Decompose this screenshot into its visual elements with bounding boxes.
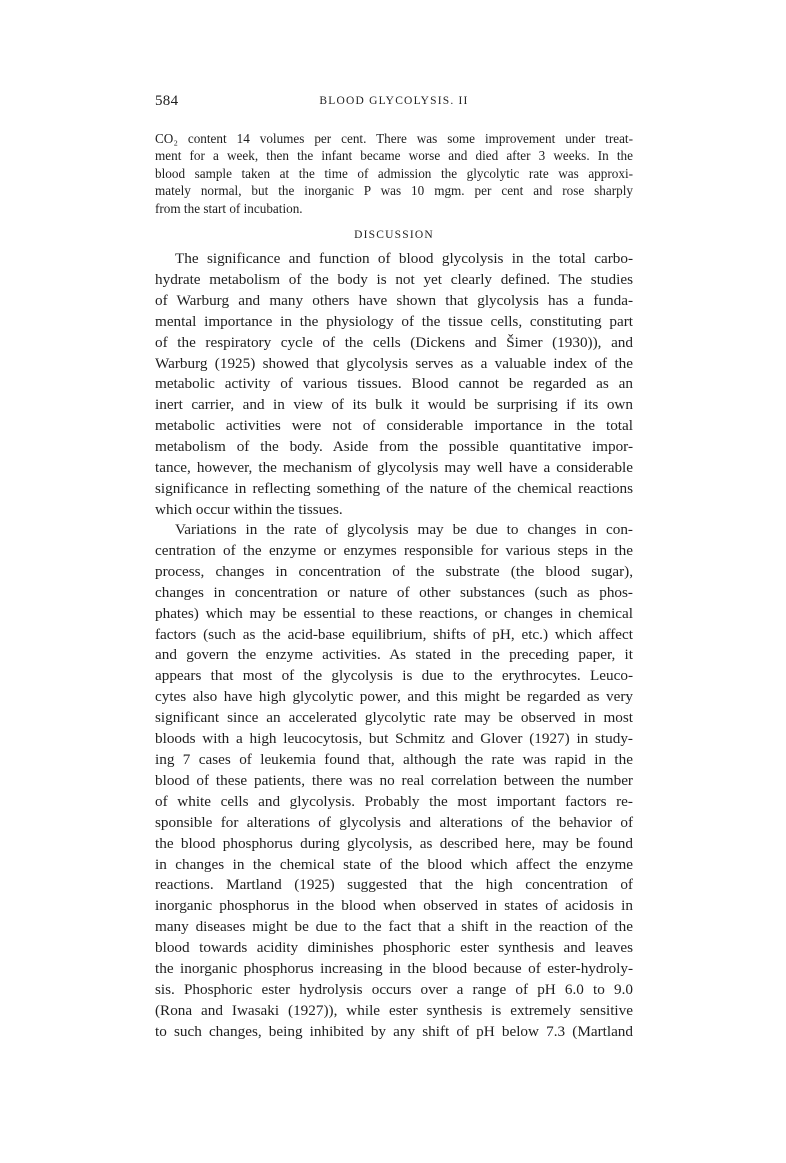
text-line: reactions. Martland (1925) suggested that the high concentration of <box>155 876 633 894</box>
text-line: ment for a week, then the infant became worse and died after 3 weeks. In the <box>155 148 633 164</box>
text-line: centration of the enzyme or enzymes responsible for various steps in the <box>155 541 633 559</box>
text-line: metabolic activity of various tissues. Blood cannot be regarded as an <box>155 375 633 393</box>
text-line: and govern the enzyme activities. As stated in the preceding paper, it <box>155 646 633 664</box>
text-line: cytes also have high glycolytic power, and this might be regarded as very <box>155 688 633 706</box>
text-line: Warburg (1925) showed that glycolysis serves as a valuable index of the <box>155 354 633 372</box>
text-line: many diseases might be due to the fact that a shift in the reaction of the <box>155 918 633 936</box>
text-line: (Rona and Iwasaki (1927)), while ester synthesis is extremely sensitive <box>155 1001 633 1019</box>
text-line: metabolic activities were not of considerable importance in the total <box>155 417 633 435</box>
text-line: metabolism of the body. Aside from the possible quantitative impor- <box>155 438 633 456</box>
text-line: of the respiratory cycle of the cells (Dickens and Šimer (1930)), and <box>155 333 633 351</box>
text-line: blood sample taken at the time of admission the glycolytic rate was approxi- <box>155 165 633 181</box>
text-line: sis. Phosphoric ester hydrolysis occurs over a range of pH 6.0 to 9.0 <box>155 980 633 998</box>
text-line: inert carrier, and in view of its bulk it would be surprising if its own <box>155 396 633 414</box>
text-line: mental importance in the physiology of the tissue cells, constituting part <box>155 312 633 330</box>
text-line: the inorganic phosphorus increasing in the blood because of ester-hydroly- <box>155 960 633 978</box>
text-line: phates) which may be essential to these reactions, or changes in chemical <box>155 604 633 622</box>
page-number: 584 <box>155 93 179 109</box>
discussion-paragraph-1 <box>155 249 633 521</box>
text-line: significant since an accelerated glycolytic rate may be observed in most <box>155 709 633 727</box>
page-header <box>155 93 633 111</box>
running-title: BLOOD GLYCOLYSIS. II <box>319 95 469 107</box>
text-line: inorganic phosphorus in the blood when observed in states of acidosis in <box>155 897 633 915</box>
text-line: the blood phosphorus during glycolysis, as described here, may be found <box>155 834 633 852</box>
case-description-paragraph <box>155 130 633 217</box>
text-line: significance in reflecting something of the nature of the chemical reactions <box>155 479 633 497</box>
text-line: The significance and function of blood glycolysis in the total carbo- <box>175 250 633 267</box>
text-line: of Warburg and many others have shown that glycolysis has a funda- <box>155 291 633 309</box>
text-line: sponsible for alterations of glycolysis and alterations of the behavior of <box>155 813 633 831</box>
text-line: Variations in the rate of glycolysis may be due to changes in con- <box>175 521 633 538</box>
discussion-heading: DISCUSSION <box>354 229 434 241</box>
text-line: process, changes in concentration of the substrate (the blood sugar), <box>155 562 633 580</box>
text-line: hydrate metabolism of the body is not yet clearly defined. The studies <box>155 270 633 288</box>
text-line: changes in concentration or nature of other substances (such as phos- <box>155 583 633 601</box>
text-line: in changes in the chemical state of the blood which affect the enzyme <box>155 855 633 873</box>
text-line: CO₂ content 14 volumes per cent. There was some improvement under treat- <box>155 131 633 146</box>
text-line: ing 7 cases of leukemia found that, although the rate was rapid in the <box>155 750 633 768</box>
text-line: factors (such as the acid-base equilibrium, shifts of pH, etc.) which affect <box>155 625 633 643</box>
text-line: to such changes, being inhibited by any shift of pH below 7.3 (Martland <box>155 1022 633 1040</box>
text-line: of white cells and glycolysis. Probably the most important factors re- <box>155 792 633 810</box>
text-line: from the start of incubation. <box>155 200 303 216</box>
text-line: blood of these patients, there was no real correlation between the number <box>155 771 633 789</box>
discussion-paragraph-2 <box>155 520 633 1043</box>
text-line: which occur within the tissues. <box>155 500 343 518</box>
text-line: tance, however, the mechanism of glycolysis may well have a considerable <box>155 459 633 477</box>
text-line: blood towards acidity diminishes phosphoric ester synthesis and leaves <box>155 939 633 957</box>
text-line: mately normal, but the inorganic P was 10 mgm. per cent and rose sharply <box>155 183 633 199</box>
text-line: appears that most of the glycolysis is due to the erythrocytes. Leuco- <box>155 667 633 685</box>
text-line: bloods with a high leucocytosis, but Schmitz and Glover (1927) in study- <box>155 730 633 748</box>
